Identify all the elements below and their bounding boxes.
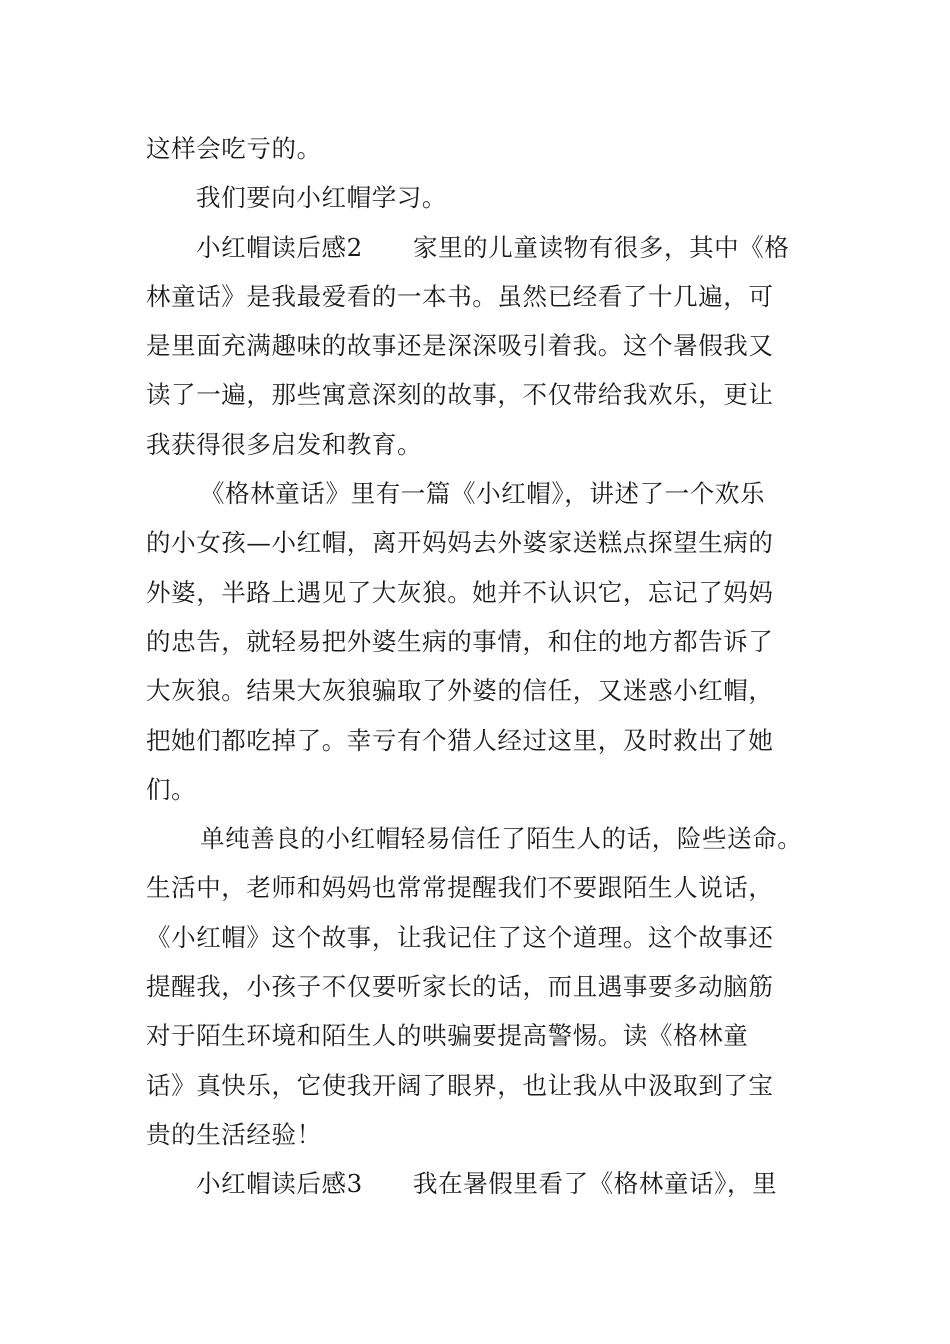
section-heading-line: 小红帽读后感2 家里的儿童读物有很多，其中《格 bbox=[196, 232, 790, 262]
text-line: 林童话》是我最爱看的一本书。虽然已经看了十几遍，可 bbox=[146, 281, 774, 311]
text-line: 贵的生活经验！ bbox=[146, 1119, 322, 1149]
text-line: 读了一遍，那些寓意深刻的故事，不仅带给我欢乐，更让 bbox=[146, 380, 774, 410]
text-line: 对于陌生环境和陌生人的哄骗要提高警惕。读《格林童 bbox=[146, 1021, 749, 1051]
text-line: 这样会吃亏的。 bbox=[146, 134, 322, 163]
text-line: 《小红帽》这个故事，让我记住了这个道理。这个故事还 bbox=[146, 922, 774, 952]
text-line: 单纯善良的小红帽轻易信任了陌生人的话，险些送命。 bbox=[200, 824, 803, 854]
text-line: 提醒我，小孩子不仅要听家长的话，而且遇事要多动脑筋 bbox=[146, 972, 774, 1002]
text-line: 我获得很多启发和教育。 bbox=[146, 429, 423, 459]
text-line: 的忠告，就轻易把外婆生病的事情，和住的地方都告诉了 bbox=[146, 626, 774, 656]
text-line: 外婆，半路上遇见了大灰狼。她并不认识它，忘记了妈妈 bbox=[146, 577, 774, 607]
section-heading-line: 小红帽读后感3 我在暑假里看了《格林童话》，里 bbox=[196, 1169, 778, 1199]
text-line: 生活中，老师和妈妈也常常提醒我们不要跟陌生人说话， bbox=[146, 873, 774, 903]
text-line: 大灰狼。结果大灰狼骗取了外婆的信任，又迷惑小红帽， bbox=[146, 676, 774, 706]
text-line: 《格林童话》里有一篇《小红帽》，讲述了一个欢乐 bbox=[200, 479, 766, 509]
text-line: 们。 bbox=[146, 774, 197, 804]
text-line: 是里面充满趣味的故事还是深深吸引着我。这个暑假我又 bbox=[146, 331, 774, 361]
text-line: 话》真快乐，它使我开阔了眼界，也让我从中汲取到了宝 bbox=[146, 1070, 774, 1100]
text-line: 把她们都吃掉了。幸亏有个猎人经过这里，及时救出了她 bbox=[146, 725, 774, 755]
text-line: 我们要向小红帽学习。 bbox=[196, 183, 447, 213]
text-line: 的小女孩—小红帽，离开妈妈去外婆家送糕点探望生病的 bbox=[146, 528, 774, 558]
body-text bbox=[146, 124, 826, 1209]
